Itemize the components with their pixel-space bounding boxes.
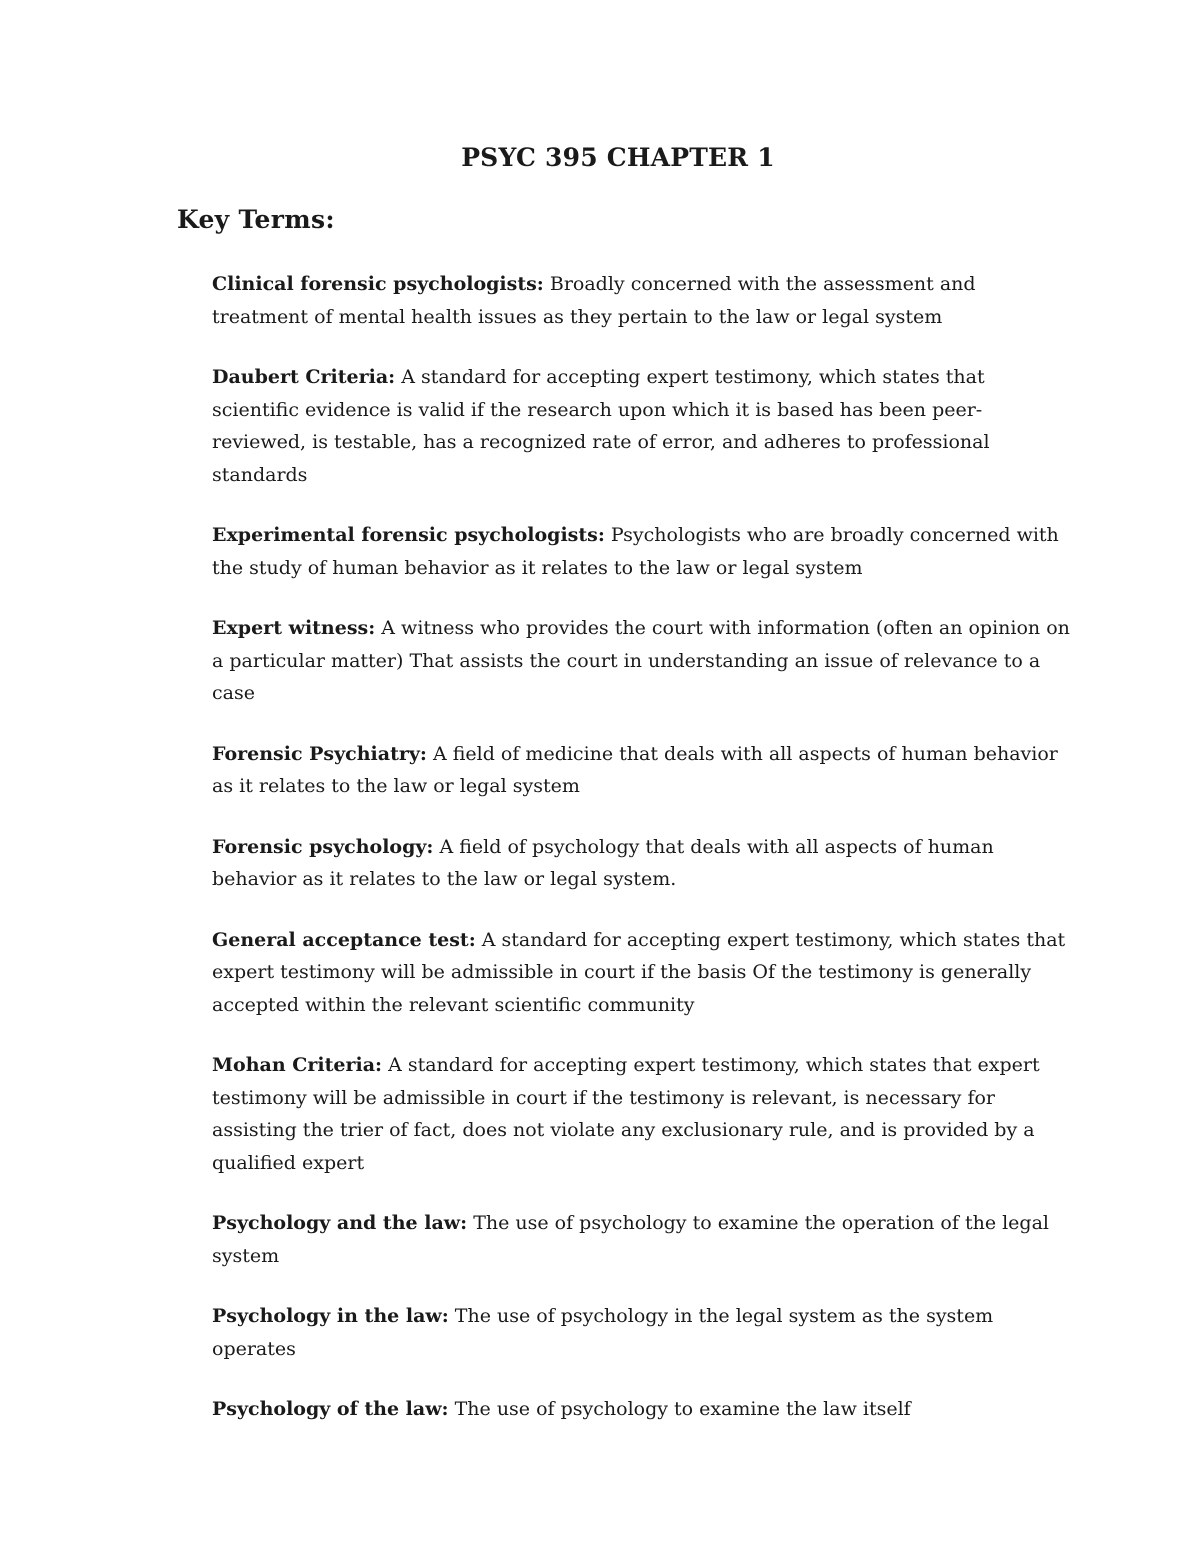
term-entry — [212, 738, 1072, 803]
term-definition: A standard for accepting expert testimony, which states that expert testimony will be admissible in court if the basis Of the testimony is generally accepted within the relevant scientific community — [212, 928, 1066, 1016]
term-entry — [212, 831, 1072, 896]
term-definition: A witness who provides the court with information (often an opinion on a particular matter) That assists the court in understanding an issue of relevance to a case — [212, 617, 1070, 704]
document-title: PSYC 395 CHAPTER 1 — [461, 143, 775, 172]
term-definition: A standard for accepting expert testimony, which states that expert testimony will be admissible in court if the testimony is relevant, is necessary for assisting the trier of fact, does not violate any exclusionary rule, and is provided by a qualified expert — [212, 1054, 1040, 1174]
term-name: Experimental forensic psychologists: — [212, 524, 605, 546]
section-heading: Key Terms: — [177, 205, 335, 234]
term-name: Forensic Psychiatry: — [212, 742, 427, 765]
term-name: Forensic psychology: — [212, 835, 434, 858]
term-name: Clinical forensic psychologists: — [212, 273, 544, 295]
term-name: Psychology and the law: — [212, 1212, 468, 1234]
term-definition: Psychologists who are broadly concerned with the study of human behavior as it relates to the law or legal system — [212, 524, 1059, 579]
term-definition: A field of psychology that deals with all aspects of human behavior as it relates to the law or legal system. — [212, 835, 994, 890]
term-entry — [212, 1300, 1072, 1365]
term-definition: A field of medicine that deals with all aspects of human behavior as it relates to the law or legal system — [212, 742, 1058, 797]
term-name: Mohan Criteria: — [212, 1054, 383, 1076]
term-definition: The use of psychology to examine the operation of the legal system — [212, 1212, 1049, 1267]
term-entry — [212, 1393, 1072, 1426]
term-name: General acceptance test: — [212, 928, 476, 951]
term-entry — [212, 1207, 1072, 1272]
term-entry — [212, 924, 1072, 1022]
term-name: Psychology in the law: — [212, 1305, 449, 1327]
term-definition: The use of psychology in the legal system as the system operates — [212, 1305, 994, 1360]
term-name: Psychology of the law: — [212, 1398, 449, 1420]
term-definition: A standard for accepting expert testimony, which states that scientific evidence is valid if the research upon which it is based has been peer-reviewed, is testable, has a recognized rate of error, and adheres to professional standards — [212, 366, 990, 486]
term-name: Daubert Criteria: — [212, 366, 396, 388]
key-terms-list — [212, 268, 1072, 1454]
term-definition: The use of psychology to examine the law itself — [454, 1398, 911, 1420]
term-entry — [212, 519, 1072, 584]
term-entry — [212, 361, 1072, 491]
term-entry — [212, 1049, 1072, 1179]
term-definition: Broadly concerned with the assessment and treatment of mental health issues as they pertain to the law or legal system — [212, 273, 976, 328]
term-entry — [212, 612, 1072, 710]
term-name: Expert witness: — [212, 617, 376, 639]
term-entry — [212, 268, 1072, 333]
